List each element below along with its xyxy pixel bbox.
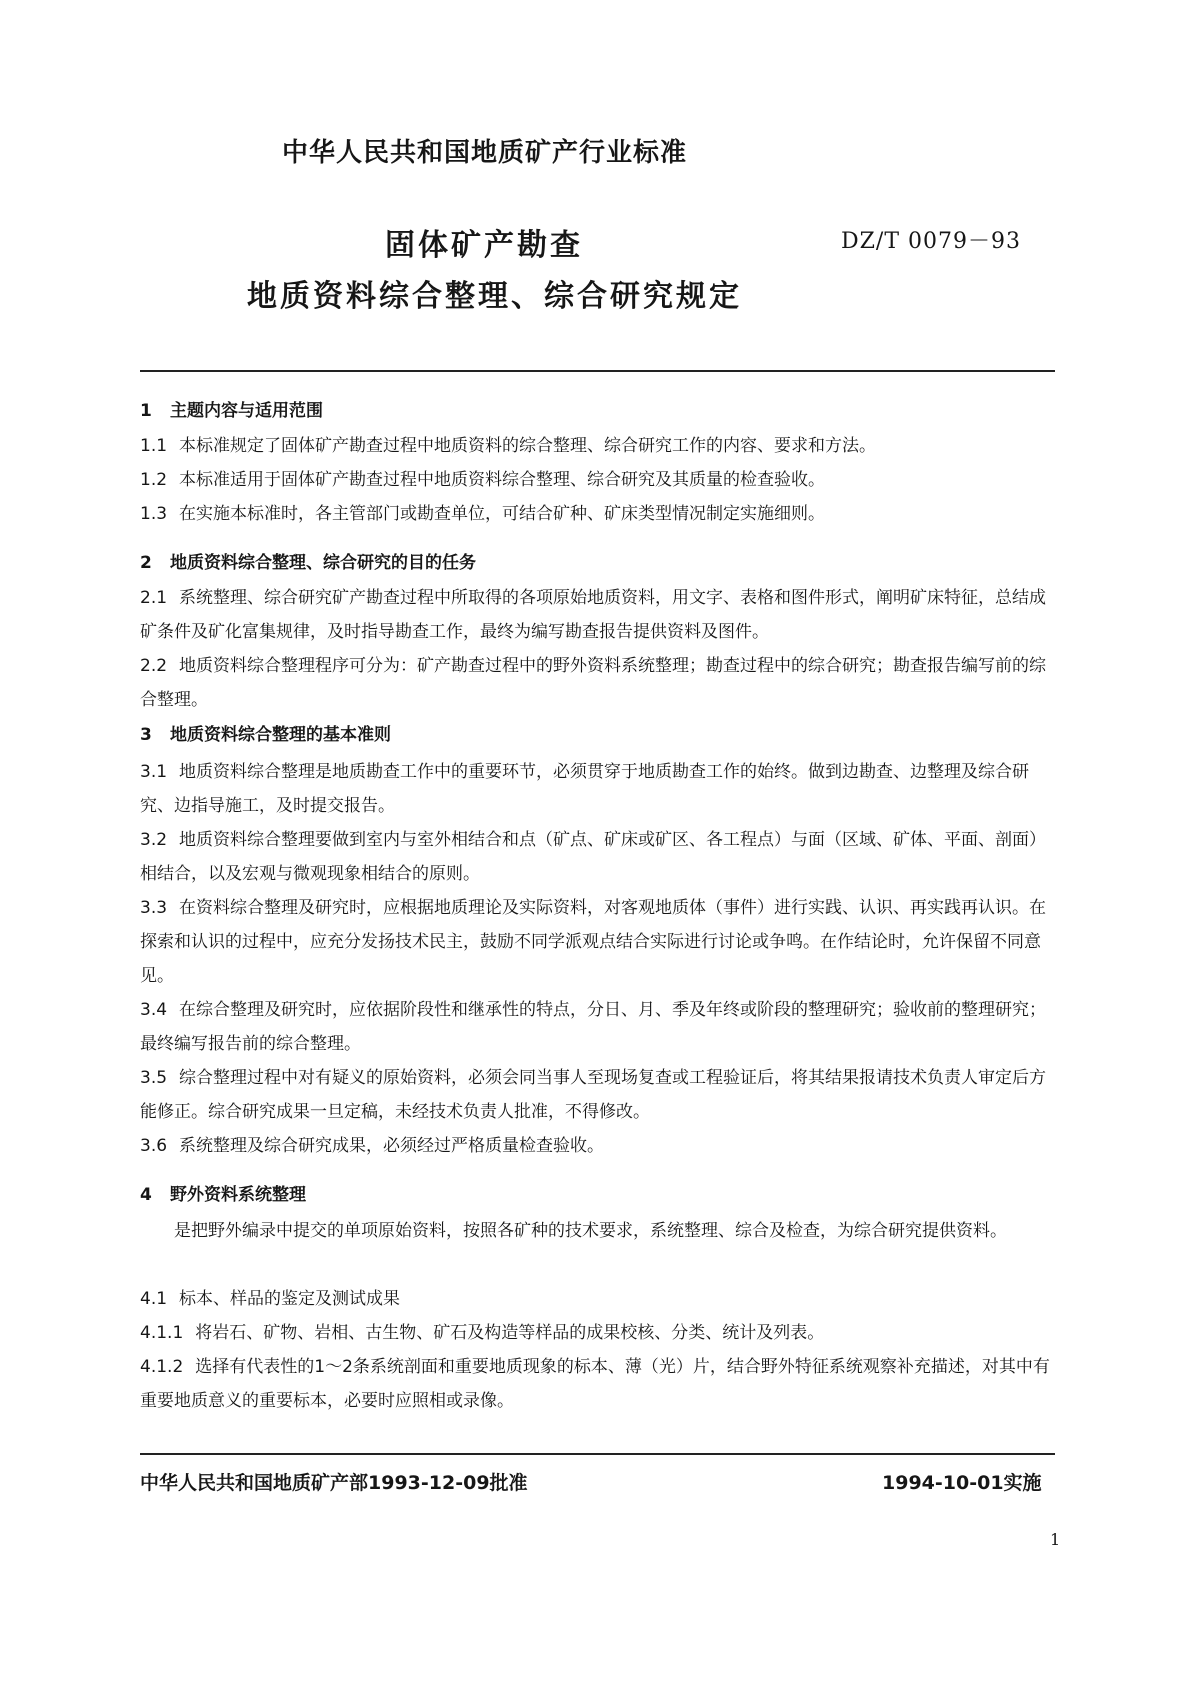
section-title: 地质资料综合整理的基本准则 <box>170 725 391 745</box>
clause-text: 是把野外编录中提交的单项原始资料，按照各矿种的技术要求，系统整理、综合及检查，为综合研究提供资料。 <box>174 1221 1007 1241</box>
section-title: 地质资料综合整理、综合研究的目的任务 <box>170 553 476 573</box>
clause-number: 3.3 <box>140 898 168 918</box>
clause-number: 1.3 <box>140 504 168 524</box>
section-title: 主题内容与适用范围 <box>170 401 323 421</box>
clause <box>140 463 1058 497</box>
issuing-body-header: 中华人民共和国地质矿产行业标准 <box>282 138 688 168</box>
title-line-2: 地质资料综合整理、综合研究规定 <box>247 279 742 314</box>
clause-text: 系统整理及综合研究成果，必须经过严格质量检查验收。 <box>179 1136 605 1156</box>
clause-number: 3.2 <box>140 830 168 850</box>
section-number: 1 <box>140 401 152 421</box>
clause-number: 1.2 <box>140 470 168 490</box>
title-line-1: 固体矿产勘查 <box>385 228 583 263</box>
clause-number: 4.1 <box>140 1289 168 1309</box>
standard-code: DZ/T 0079－93 <box>841 229 1021 254</box>
clause-text: 系统整理、综合研究矿产勘查过程中所取得的各项原始地质资料，用文字、表格和图件形式，阐明矿床特征，总结成矿条件及矿化富集规律，及时指导勘查工作，最终为编写勘查报告提供资料及图件。 <box>140 588 1047 642</box>
clause <box>140 1282 1058 1316</box>
section-heading <box>140 1180 306 1205</box>
clause-text: 标本、样品的鉴定及测试成果 <box>179 1289 401 1309</box>
section-intro <box>140 1214 1058 1248</box>
clause <box>140 1061 1058 1129</box>
section-heading <box>140 548 476 573</box>
section-title: 野外资料系统整理 <box>170 1185 306 1205</box>
clause-text: 选择有代表性的1～2条系统剖面和重要地质现象的标本、薄（光）片，结合野外特征系统观察补充描述，对其中有重要地质意义的重要标本，必要时应照相或录像。 <box>140 1357 1050 1411</box>
clause-number: 3.5 <box>140 1068 168 1088</box>
title-divider <box>140 370 1055 372</box>
clause-number: 3.4 <box>140 1000 168 1020</box>
footer-divider <box>140 1453 1055 1455</box>
clause-number: 2.2 <box>140 656 168 676</box>
clause-text: 本标准规定了固体矿产勘查过程中地质资料的综合整理、综合研究工作的内容、要求和方法。 <box>179 436 877 456</box>
clause-number: 4.1.1 <box>140 1323 184 1343</box>
approval-line: 中华人民共和国地质矿产部1993-12-09批准 <box>140 1472 528 1494</box>
clause <box>140 823 1058 891</box>
clause-text: 综合整理过程中对有疑义的原始资料，必须会同当事人至现场复查或工程验证后，将其结果报请技术负责人审定后方能修正。综合研究成果一旦定稿，未经技术负责人批准，不得修改。 <box>140 1068 1047 1122</box>
clause-text: 地质资料综合整理程序可分为：矿产勘查过程中的野外资料系统整理；勘查过程中的综合研究；勘查报告编写前的综合整理。 <box>140 656 1047 710</box>
clause-number: 4.1.2 <box>140 1357 184 1377</box>
clause <box>140 993 1058 1061</box>
clause <box>140 649 1058 717</box>
clause <box>140 429 1058 463</box>
clause-number: 3.1 <box>140 762 168 782</box>
clause-text: 在资料综合整理及研究时，应根据地质理论及实际资料，对客观地质体（事件）进行实践、认识、再实践再认识。在探索和认识的过程中，应充分发扬技术民主，鼓励不同学派观点结合实际进行讨论或争鸣。在作结论时，允许保留不同意见。 <box>140 898 1047 986</box>
clause-text: 地质资料综合整理要做到室内与室外相结合和点（矿点、矿床或矿区、各工程点）与面（区域、矿体、平面、剖面）相结合，以及宏观与微观现象相结合的原则。 <box>140 830 1047 884</box>
clause <box>140 755 1058 823</box>
page-number: 1 <box>1050 1530 1061 1549</box>
clause <box>140 1316 1058 1350</box>
clause-number: 1.1 <box>140 436 168 456</box>
clause-text: 将岩石、矿物、岩相、古生物、矿石及构造等样品的成果校核、分类、统计及列表。 <box>195 1323 825 1343</box>
section-heading <box>140 396 323 421</box>
clause <box>140 1129 1058 1163</box>
section-heading <box>140 720 391 745</box>
clause-text: 在实施本标准时，各主管部门或勘查单位，可结合矿种、矿床类型情况制定实施细则。 <box>179 504 826 524</box>
clause-text: 在综合整理及研究时，应依据阶段性和继承性的特点，分日、月、季及年终或阶段的整理研究；验收前的整理研究；最终编写报告前的综合整理。 <box>140 1000 1047 1054</box>
clause <box>140 1350 1058 1418</box>
clause <box>140 581 1058 649</box>
clause <box>140 497 1058 531</box>
clause-text: 地质资料综合整理是地质勘查工作中的重要环节，必须贯穿于地质勘查工作的始终。做到边勘查、边整理及综合研究、边指导施工，及时提交报告。 <box>140 762 1030 816</box>
clause-text: 本标准适用于固体矿产勘查过程中地质资料综合整理、综合研究及其质量的检查验收。 <box>179 470 826 490</box>
section-number: 4 <box>140 1185 152 1205</box>
clause-number: 3.6 <box>140 1136 168 1156</box>
effective-date: 1994-10-01实施 <box>882 1472 1042 1494</box>
clause <box>140 891 1058 993</box>
section-number: 2 <box>140 553 152 573</box>
clause-number: 2.1 <box>140 588 168 608</box>
section-number: 3 <box>140 725 152 745</box>
